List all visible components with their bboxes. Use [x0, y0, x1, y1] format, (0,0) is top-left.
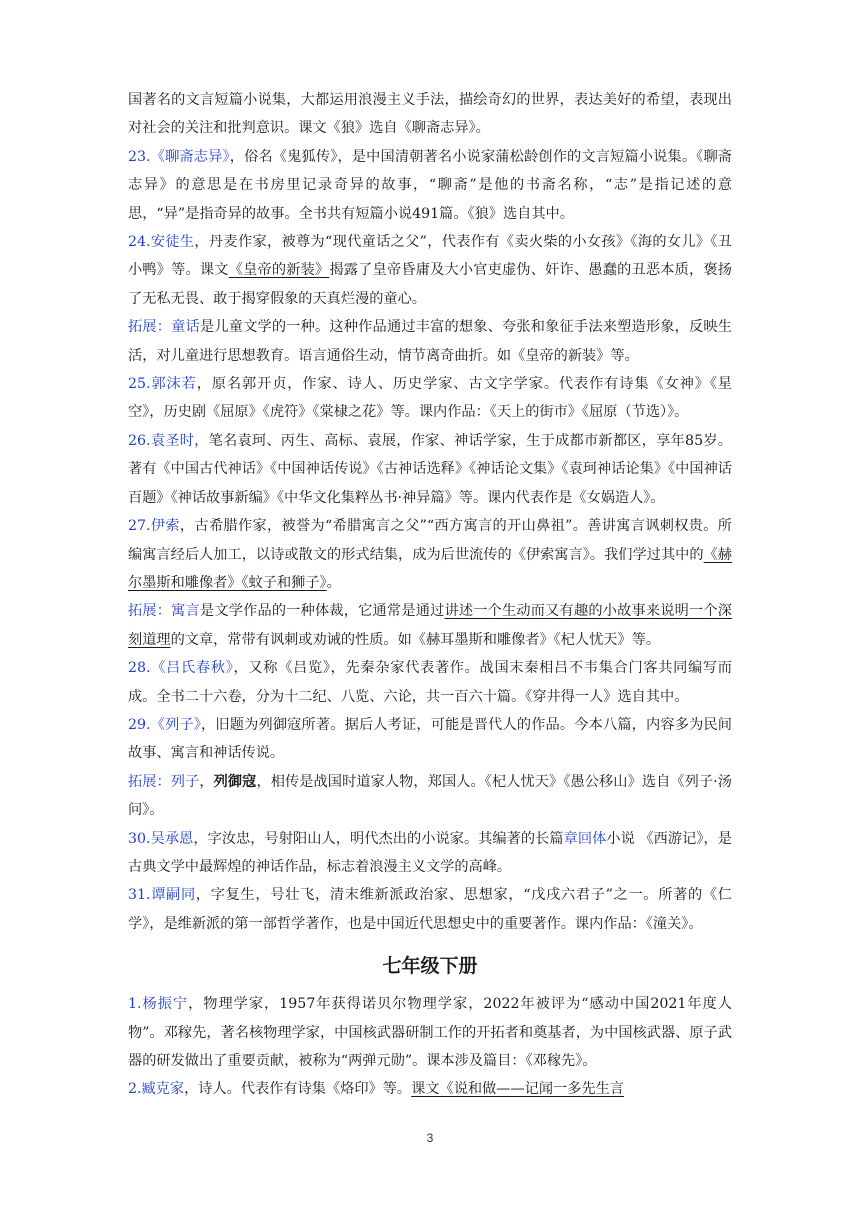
section-heading: 七年级下册 — [382, 955, 478, 978]
entry-27 — [128, 512, 732, 597]
separator: ， — [199, 773, 214, 790]
entry-label: 26.袁圣时， — [128, 432, 209, 449]
entry-26 — [128, 427, 732, 512]
entry-label: 1.杨振宁 — [128, 996, 189, 1013]
extension-label: 拓展：寓言 — [128, 603, 200, 620]
entry-23 — [128, 143, 732, 228]
extension-text: 的文章，常带有讽刺或劝诫的性质。如《赫耳墨斯和雕像者》《杞人忧天》等。 — [170, 631, 661, 648]
entry-label: 30.吴承恩 — [128, 830, 194, 847]
entry-24 — [128, 228, 732, 313]
entry-text: ，俗名《鬼狐传》，是中国清朝著名小说家蒲松龄创作的文言短篇小说集。《聊斋志异》的意思是在书房里记录奇异的故事，“聊斋”是他的书斋名称，“志”是指记述的意思，“异”是指奇异的故事。全书共有短篇小说491篇。《狼》选自其中。 — [128, 148, 732, 222]
entry-text: ，又称《吕览》，先秦杂家代表著作。战国末秦相吕不韦集合门客共同编写而成。全书二十六卷，分为十二纪、八览、六论，共一百六十篇。《穿井得一人》选自其中。 — [128, 660, 732, 705]
underlined-title: 《赫尔墨斯和雕像者》《蚊子和狮子》 — [128, 546, 732, 591]
entry-label: 28.《吕氏春秋》 — [128, 660, 234, 677]
entry-text: ，字复生，号壮飞，清末维新派政治家、思想家，“戊戌六君子”之一。所著的《仁学》，是维新派的第一部哲学著作，也是中国近代思想史中的重要著作。课内作品：《潼关》。 — [128, 887, 732, 932]
extension-label: 拓展：列子 — [128, 773, 200, 790]
entry-text: 。 — [326, 574, 341, 591]
bold-name: 列御寇 — [213, 773, 257, 790]
entry-text: 揭露了皇帝昏庸及大小官吏虚伪、奸诈、愚蠢的丑恶本质，褒扬了无私无畏、敢于揭穿假象的天真烂漫的童心。 — [128, 262, 732, 307]
section-entry-2 — [128, 1075, 732, 1103]
extension-liezi — [128, 768, 732, 825]
intro-text: 国著名的文言短篇小说集，大都运用浪漫主义手法，描绘奇幻的世界，表达美好的希望，表现出对社会的关注和批判意识。课文《狼》选自《聊斋志异》。 — [128, 92, 732, 137]
entry-text: ，字汝忠，号射阳山人，明代杰出的小说家。其编著的长篇 — [193, 830, 564, 847]
entry-31 — [128, 881, 732, 938]
underlined-title: 课文《说和做——记闻一多先生言 — [411, 1081, 624, 1098]
entry-label: 31.谭嗣同 — [128, 887, 196, 904]
document-page — [128, 86, 732, 1104]
paragraph-intro — [128, 86, 732, 143]
entry-text: ，丹麦作家，被尊为“现代童话之父”，代表作有《卖火柴的小女孩》《海的女儿》《丑小鸭》等。课文 — [128, 234, 732, 279]
entry-label: 23.《聊斋志异》 — [128, 148, 230, 165]
section-entry-1 — [128, 990, 732, 1075]
extension-text: ，相传是战国时道家人物，郑国人。《杞人忧天》《愚公移山》选自《列子·汤问》。 — [128, 773, 732, 819]
entry-label: 24.安徒生 — [128, 234, 195, 251]
extension-label: 拓展：童话 — [128, 319, 200, 336]
highlighted-term: 章回体 — [563, 830, 607, 847]
entry-label: 27.伊索 — [128, 518, 180, 535]
entry-text: ，原名郭开贞，作家、诗人、历史学家、古文字学家。代表作有诗集《女神》《星空》，历史剧《屈原》《虎符》《棠棣之花》等。课内作品：《天上的街市》《屈原（节选）》。 — [128, 376, 732, 421]
entry-30 — [128, 825, 732, 882]
extension-text: 是儿童文学的一种。这种作品通过丰富的想象、夸张和象征手法来塑造形象，反映生活，对儿童进行思想教育。语言通俗生动，情节离奇曲折。如《皇帝的新装》等。 — [128, 319, 732, 364]
entry-text: ，物理学家，1957年获得诺贝尔物理学家，2022年被评为“感动中国2021年度人物”。邓稼先，著名核物理学家，中国核武器研制工作的开拓者和奠基者，为中国核武器、原子武器的研发做出了重要贡献，被称为“两弹元勋”。课本涉及篇目：《邓稼先》。 — [128, 996, 732, 1069]
page-number: 3 — [426, 1131, 434, 1145]
entry-text: 笔名袁珂、丙生、高标、袁展，作家、神话学家，生于成都市新都区，享年85岁。著有《中国古代神话》《中国神话传说》《古神话选释》《神话论文集》《袁珂神话论集》《中国神话百题》《神话故事新编》《中华文化集粹丛书·神异篇》等。课内代表作是《女娲造人》。 — [128, 432, 732, 506]
entry-text: 小说 《西游记》，是古典文学中最辉煌的神话作品，标志着浪漫主义文学的高峰。 — [128, 830, 732, 875]
entry-text: ，古希腊作家，被誉为“希腊寓言之父”“西方寓言的开山鼻祖”。善讲寓言讽刺权贵。所编寓言经后人加工，以诗或散文的形式结集，成为后世流传的《伊索寓言》。我们学过其中的 — [128, 518, 732, 563]
entry-label: 25.郭沫若 — [128, 376, 197, 393]
extension-text: 是文学作品的一种体裁，它通常是通过 — [199, 603, 445, 620]
entry-text: ，旧题为列御寇所著。据后人考证，可能是晋代人的作品。今本八篇，内容多为民间故事、寓言和神话传说。 — [128, 716, 732, 762]
underlined-phrase: 讲述一个生动而又有趣的小故事来说明一个深刻道理 — [128, 603, 732, 648]
entry-29 — [128, 711, 732, 768]
underlined-title: 《皇帝的新装》 — [228, 262, 330, 279]
entry-28 — [128, 654, 732, 711]
entry-label: 29.《列子》 — [128, 716, 202, 733]
entry-label: 2.臧克家 — [128, 1081, 185, 1098]
extension-fable — [128, 597, 732, 654]
entry-text: ，诗人。代表作有诗集《烙印》等。 — [184, 1081, 412, 1098]
extension-fairy-tale — [128, 313, 732, 370]
entry-25 — [128, 370, 732, 427]
